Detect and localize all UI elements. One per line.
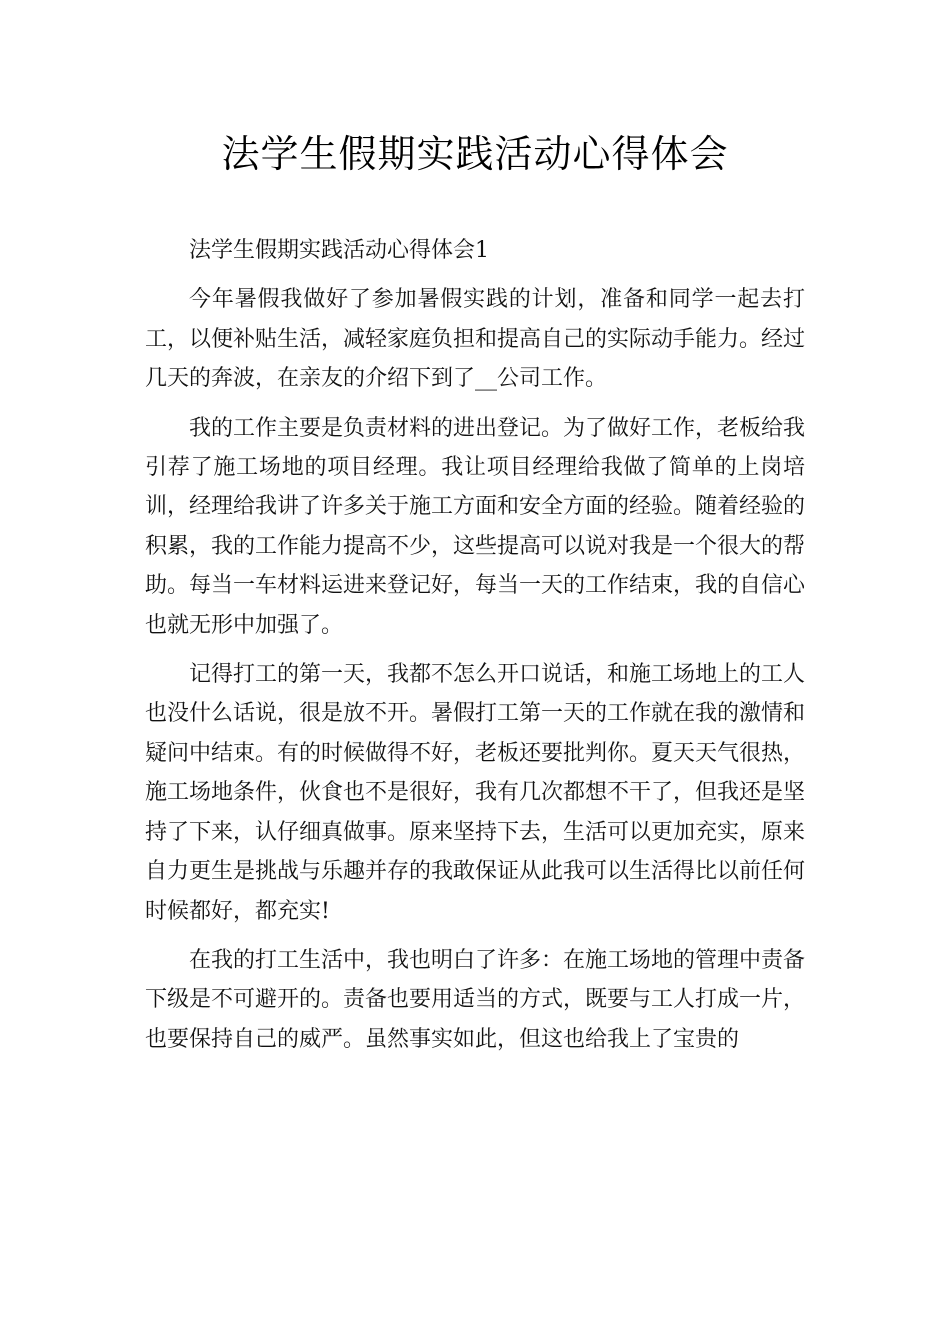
document-body xyxy=(145,231,805,1069)
section-heading: 法学生假期实践活动心得体会1 xyxy=(189,238,489,263)
document-title: 法学生假期实践活动心得体会 xyxy=(221,132,729,176)
paragraph: 在我的打工生活中，我也明白了许多：在施工场地的管理中责备下级是不可避开的。责备也要用适当的方式，既要与工人打成一片，也要保持自己的威严。虽然事实如此，但这也给我上了宝贵的 xyxy=(145,947,806,1052)
paragraph: 记得打工的第一天，我都不怎么开口说话，和施工场地上的工人也没什么话说，很是放不开。暑假打工第一天的工作就在我的激情和疑问中结束。有的时候做得不好，老板还要批判你。夏天天气很热，施工场地条件，伙食也不是很好，我有几次都想不干了，但我还是坚持了下来，认仔细真做事。原来坚持下去，生活可以更加充实，原来自力更生是挑战与乐趣并存的我敢保证从此我可以生活得比以前任何时候都好，都充实! xyxy=(145,662,806,924)
paragraph: 今年暑假我做好了参加暑假实践的计划，准备和同学一起去打工，以便补贴生活，减轻家庭负担和提高自己的实际动手能力。经过几天的奔波，在亲友的介绍下到了__公司工作。 xyxy=(145,287,806,392)
paragraph: 我的工作主要是负责材料的进出登记。为了做好工作，老板给我引荐了施工场地的项目经理。我让项目经理给我做了简单的上岗培训，经理给我讲了许多关于施工方面和安全方面的经验。随着经验的积累，我的工作能力提高不少，这些提高可以说对我是一个很大的帮助。每当一车材料运进来登记好，每当一天的工作结束，我的自信心也就无形中加强了。 xyxy=(145,415,806,638)
